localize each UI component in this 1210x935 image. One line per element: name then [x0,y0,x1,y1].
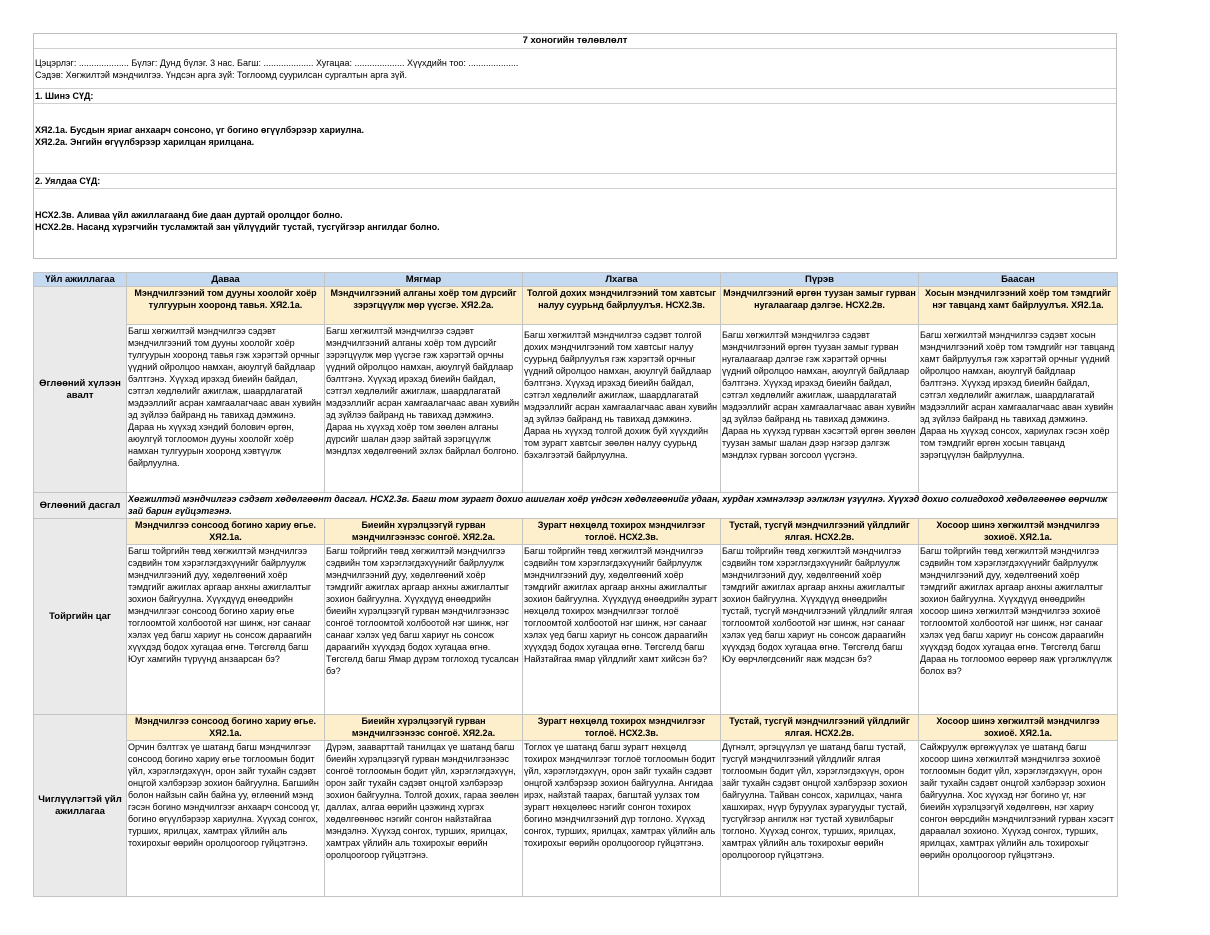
activity-text: Дүрэм, зааварттай танилцах үе шатанд багш биеийн хүрэлцээгүй гурван мэндчилгээнээс сонгоё тоглоомын бодит үйл, хэрэглэгдэхүүн, орон зайг тухайн сэдэвт онцгой хэлбэрээр зохион байгуулна. Толгой дохих, гараа зөөлөн даллах, алгаа өөрийн цээжинд хүргэх хөдөлгөөнөөс нэгийг сонгон найзтайгаа мэндэлнэ. Хүүхэд сонгох, турших, ярилцах, хамтрах үйлийн аль тохирохыг өөрийн оролцоогоор гүйцэтгэнэ. [325,741,523,897]
header-wednesday: Лхагва [523,273,721,287]
leading-body-row [34,741,1118,897]
activity-text: Орчин бэлтгэх үе шатанд багш мэндчилгээг сонсоод богино хариу өгье тоглоомын бодит үйл, хэрэглэгдэхүүн, орон зайг тухайн сэдэвт онцгой хэлбэрээр зохион байгуулна. Багшийн болон найзын сайн байна уу, өглөөний мэнд гэсэн богино мэндчилгээг анхаарч сонсоод үг, богино өгүүлбэрээр хариулна. Хүүхэд сонгох, турших, ярилцах, хамтрах үйлийн аль тохирохыг өөрийн оролцоогоор гүйцэтгэнэ. [127,741,325,897]
leading-topic-row [34,715,1118,741]
plan-header-block [33,33,1117,259]
row-label-morning: Өглөөний хүлээн авалт [34,287,127,493]
plan-title: 7 хоногийн төлөвлөлт [34,34,1116,49]
row-label-circle: Тойргийн цаг [34,519,127,715]
activity-text: Багш хөгжилтэй мэндчилгээ сэдэвт толгой дохих мэндчилгээний том хавтсыг налуу суурьнд байрлуулъя гэж хэрэгтэй орчныг үүдний ойролцоо намхан, аюулгүй байдлаар бэлтгэнэ. Хүүхэд ирэхэд биеийн байдал, сэтгэл хөдлөлийг ажиглаж, шаардлагатай мэдээллийг асран хамгаалагчаас аван хувийн эд зүйлээ байранд нь тавихад дэмжинэ. Дараа нь хүүхэд толгой дохиж буй хүүхдийн том зурагт хавтсыг зөөлөн налуу суурьнд бэхэлгээтэй байрлуулна. [523,325,721,493]
topic-cell: Хосоор шинэ хөгжилтэй мэндчилгээ зохиоё. ХЯ2.1а. [919,519,1118,545]
activity-text: Сайжруулж өргөжүүлэх үе шатанд багш хосоор шинэ хөгжилтэй мэндчилгээ зохиоё тоглоомын бодит үйл, хэрэглэгдэхүүн, орон зайг тухайн сэдэвт онцгой хэлбэрээр зохион байгуулна. Хос хүүхэд нэг богино үг, нэг биеийн хүрэлцээгүй хөдөлгөөн, нэг хариу сонгон өөрсдийн мэндчилгээний гурван хэсэгт дараалал зохионо. Хүүхэд сонгох, турших, ярилцах, хамтрах үйлийн аль тохирохыг өөрийн оролцоогоор гүйцэтгэнэ. [919,741,1118,897]
topic-cell: Биеийн хүрэлцээгүй гурван мэндчилгээнээс сонгоё. ХЯ2.2а. [325,715,523,741]
morning-body-row [34,325,1118,493]
plan-info [34,49,1116,89]
header-tuesday: Мягмар [325,273,523,287]
circle-topic-row [34,519,1118,545]
activity-text: Багш хөгжилтэй мэндчилгээ сэдэвт хосын мэндчилгээний хоёр том тэмдгийг нэг тавцанд хамт байрлуулъя гэж хэрэгтэй орчныг үүдний ойролцоо намхан, аюулгүй байдлаар бэлтгэнэ. Хүүхэд ирэхэд биеийн байдал, сэтгэл хөдлөлийг ажиглаж, шаардлагатай мэдээллийг асран хамгаалагчаас аван хувийн эд зүйлээ байранд нь тавихад дэмжинэ. Дараа нь хүүхэд сонсох, хариулах гэсэн хоёр том тэмдгийг өргөн хосын тавцанд зэрэгцүүлэн байрлуулна. [919,325,1118,493]
header-thursday: Пүрэв [721,273,919,287]
weekly-schedule-table [33,272,1118,897]
row-label-guided: Чиглүүлэгтэй үйл ажиллагаа [34,715,127,897]
morning-topic-row [34,287,1118,325]
section2-line: НСХ2.3в. Аливаа үйл ажиллагаанд бие даан дуртай оролцдог болно. [35,210,343,220]
activity-text: Багш тойргийн төвд хөгжилтэй мэндчилгээ сэдвийн том хэрэглэгдэхүүнийг байрлуулж мэндчилгээний дуу, хөдөлгөөний хоёр тэмдгийг ажиглах аргаар анхны ажиглалтыг зохион байгуулна. Хүүхдүүд өнөөдрийн хосоор шинэ хөгжилтэй мэндчилгээ зохиоё тоглоомтой холбоотой нэг шинж, нэг санааг хэлэх үед багш хариуг нь сонсож дараагийн хүүхдэд бодох хугацаа өгнө. Төгсгөлд багш Дараа нь тоглоомоо өөрөөр яаж үргэлжлүүлж болох вэ? [919,545,1118,715]
plan-topic-line: Сэдэв: Хөгжилтэй мэндчилгээ. Үндсэн арга зүй: Тоглоомд суурилсан сургалтын арга зүй. [35,70,407,80]
section1-line: ХЯ2.2а. Энгийн өгүүлбэрээр харилцан ярилцана. [35,137,255,147]
topic-cell: Тустай, тусгүй мэндчилгээний үйлдлийг ялгая. НСХ2.2в. [721,715,919,741]
section2-line: НСХ2.2в. Насанд хүрэгчийн тусламжтай зан үйлүүдийг тустай, тусгүйгээр ангилдаг болно. [35,222,440,232]
activity-text: Багш хөгжилтэй мэндчилгээ сэдэвт мэндчилгээний алганы хоёр том дүрсийг зэрэгцүүлж мөр үүсгэе гэж хэрэгтэй орчны үүдний ойролцоо намхан, аюулгүй байдлаар бэлтгэнэ. Хүүхэд ирэхэд биеийн байдал, сэтгэл хөдлөлийг ажиглаж, шаардлагатай мэдээллийг асран хамгаалагчаас аван хувийн эд зүйлээ байранд нь тавихад дэмжинэ. Дараа нь хүүхэд хоёр том зөөлөн алганы дүрсийг шалан дээр зайтай зэрэгцүүлж мэндлэх хөдөлгөөний эхлэх байрлал болгоно. [325,325,523,493]
activity-text: Багш тойргийн төвд хөгжилтэй мэндчилгээ сэдвийн том хэрэглэгдэхүүнийг байрлуулж мэндчилгээний дуу, хөдөлгөөний хоёр тэмдгийг ажиглах аргаар анхны ажиглалтыг зохион байгуулна. Хүүхдүүд өнөөдрийн мэндчилгээг сонсоод богино хариу өгье тоглоомтой холбоотой нэг шинж, нэг санааг хэлэх үед багш хариуг нь сонсож дараагийн хүүхдэд бодох хугацаа өгнө. Төгсгөлд багш Юуг хамгийн түрүүнд анзаарсан бэ? [127,545,325,715]
section1-body [34,104,1116,174]
header-monday: Даваа [127,273,325,287]
row-label-exercise: Өглөөний дасгал [34,493,127,519]
header-row [34,273,1118,287]
section2-title: 2. Уялдаа СҮД: [34,174,1116,189]
topic-cell: Мэндчилгээ сонсоод богино хариу өгье. ХЯ2.1а. [127,715,325,741]
activity-text: Багш хөгжилтэй мэндчилгээ сэдэвт мэндчилгээний өргөн туузан замыг гурван нугалаагаар дэлгэе гэж хэрэгтэй орчны үүдний ойролцоо намхан, аюулгүй байдлаар бэлтгэнэ. Хүүхэд ирэхэд биеийн байдал, сэтгэл хөдлөлийг ажиглаж, шаардлагатай мэдээллийг асран хамгаалагчаас аван хувийн эд зүйлээ байранд нь тавихад дэмжинэ. Дараа нь хүүхэд гурван хэсэгтэй өргөн зөөлөн туузан замыг шалан дээр нэгээр дэлгэж мэндлэх гурван зогсоол үүсгэнэ. [721,325,919,493]
activity-text: Багш тойргийн төвд хөгжилтэй мэндчилгээ сэдвийн том хэрэглэгдэхүүнийг байрлуулж мэндчилгээний дуу, хөдөлгөөний хоёр тэмдгийг ажиглах аргаар анхны ажиглалтыг зохион байгуулна. Хүүхдүүд өнөөдрийн тустай, тусгүй мэндчилгээний үйлдлийг ялгая тоглоомтой холбоотой нэг шинж, нэг санааг хэлэх үед багш хариуг нь сонсож дараагийн хүүхдэд бодох хугацаа өгнө. Төгсгөлд багш Юу өөрчлөгдсөнийг яаж мэдсэн бэ? [721,545,919,715]
section1-title: 1. Шинэ СҮД: [34,89,1116,104]
topic-cell: Мэндчилгээний өргөн туузан замыг гурван нугалаагаар дэлгэе. НСХ2.2в. [721,287,919,325]
topic-cell: Хосын мэндчилгээний хоёр том тэмдгийг нэг тавцанд хамт байрлуулъя. ХЯ2.1а. [919,287,1118,325]
header-activity: Үйл ажиллагаа [34,273,127,287]
section1-line: ХЯ2.1а. Бусдын яриаг анхаарч сонсоно, үг богино өгүүлбэрээр хариулна. [35,125,365,135]
header-friday: Баасан [919,273,1118,287]
topic-cell: Зурагт нөхцөлд тохирох мэндчилгээг тоглоё. НСХ2.3в. [523,715,721,741]
activity-text: Тоглох үе шатанд багш зурагт нөхцөлд тохирох мэндчилгээг тоглоё тоглоомын бодит үйл, хэрэглэгдэхүүн, орон зайг тухайн сэдэвт онцгой хэлбэрээр зохион байгуулна. Ангидаа ирэх, найзтай таарах, багштай уулзах том зурагт нөхцөлөөс нэгийг сонгон тохирох богино мэндчилгээний дүр тоглоно. Хүүхэд сонгох, турших, ярилцах, хамтрах үйлийн аль тохирохыг өөрийн оролцоогоор гүйцэтгэнэ. [523,741,721,897]
circle-body-row [34,545,1118,715]
topic-cell: Мэндчилгээний алганы хоёр том дүрсийг зэрэгцүүлж мөр үүсгэе. ХЯ2.2а. [325,287,523,325]
topic-cell: Тустай, тусгүй мэндчилгээний үйлдлийг ялгая. НСХ2.2в. [721,519,919,545]
topic-cell: Биеийн хүрэлцээгүй гурван мэндчилгээнээс сонгоё. ХЯ2.2а. [325,519,523,545]
topic-cell: Мэндчилгээ сонсоод богино хариу өгье. ХЯ2.1а. [127,519,325,545]
activity-text: Дүгнэлт, эргэцүүлэл үе шатанд багш тустай, тусгүй мэндчилгээний үйлдлийг ялгая тоглоомын бодит үйл, хэрэглэгдэхүүн, орон зайг тухайн сэдэвт онцгой хэлбэрээр зохион байгуулна. Тайван сонсох, харилцах, чанга хашхирах, нүүр буруулах зурагуудыг тустай, тусгүйгээр ангилж нэг тустай хувилбарыг тоглоно. Хүүхэд сонгох, турших, ярилцах, хамтрах үйлийн аль тохирохыг өөрийн оролцоогоор гүйцэтгэнэ. [721,741,919,897]
activity-text: Багш тойргийн төвд хөгжилтэй мэндчилгээ сэдвийн том хэрэглэгдэхүүнийг байрлуулж мэндчилгээний дуу, хөдөлгөөний хоёр тэмдгийг ажиглах аргаар анхны ажиглалтыг зохион байгуулна. Хүүхдүүд өнөөдрийн зурагт нөхцөлд тохирох мэндчилгээг тоглоё тоглоомтой холбоотой нэг шинж, нэг санааг хэлэх үед багш хариуг нь сонсож дараагийн хүүхдэд бодох хугацаа өгнө. Төгсгөлд багш Найзтайгаа ямар үйлдлийг хамт хийсэн бэ? [523,545,721,715]
topic-cell: Толгой дохих мэндчилгээний том хавтсыг налуу суурьнд байрлуулъя. НСХ2.3в. [523,287,721,325]
exercise-row [34,493,1118,519]
topic-cell: Зурагт нөхцөлд тохирох мэндчилгээг тоглоё. НСХ2.3в. [523,519,721,545]
activity-text: Багш хөгжилтэй мэндчилгээ сэдэвт мэндчилгээний том дууны хоолойг хоёр тулгуурын хооронд тавья гэж хэрэгтэй орчныг үүдний ойролцоо намхан, аюулгүй байдлаар бэлтгэнэ. Хүүхэд ирэхэд биеийн байдал, сэтгэл хөдлөлийг ажиглаж, шаардлагатай мэдээллийг асран хамгаалагчаас аван хувийн эд зүйлээ байранд нь тавихад дэмжинэ. Дараа нь хүүхэд хэндий болович өргөн, аюулгүй тоглоомон дууны хоолойг хоёр намхан тулгуурын хооронд хэвтүүлж байрлуулна. [127,325,325,493]
exercise-text: Хөгжилтэй мэндчилгээ сэдэвт хөдөлгөөнт дасгал. НСХ2.3в. Багш том зурагт дохио ашиглан хоёр үндсэн хөдөлгөөнийг удаан, хурдан хэмнэлээр ээлжлэн үзүүлнэ. Хүүхэд дохио солигдоход хөдөлгөөнөө өөрчилж зай барин гүйцэтгэнэ. [127,493,1118,519]
plan-info-line: Цэцэрлэг: .................... Бүлэг: Дунд бүлэг. 3 нас. Багш: .................... Хугацаа: .................... Хүүхдийн тоо: .................... [35,58,519,68]
activity-text: Багш тойргийн төвд хөгжилтэй мэндчилгээ сэдвийн том хэрэглэгдэхүүнийг байрлуулж мэндчилгээний дуу, хөдөлгөөний хоёр тэмдгийг ажиглах аргаар анхны ажиглалтыг зохион байгуулна. Хүүхдүүд өнөөдрийн биеийн хүрэлцээгүй гурван мэндчилгээнээс сонгоё тоглоомтой холбоотой нэг шинж, нэг санааг хэлэх үед багш хариуг нь сонсож дараагийн хүүхдэд бодох хугацаа өгнө. Төгсгөлд багш Ямар дүрэм тоглоход тусалсан бэ? [325,545,523,715]
section2-body [34,189,1116,258]
topic-cell: Мэндчилгээний том дууны хоолойг хоёр тулгуурын хооронд тавья. ХЯ2.1а. [127,287,325,325]
topic-cell: Хосоор шинэ хөгжилтэй мэндчилгээ зохиоё. ХЯ2.1а. [919,715,1118,741]
